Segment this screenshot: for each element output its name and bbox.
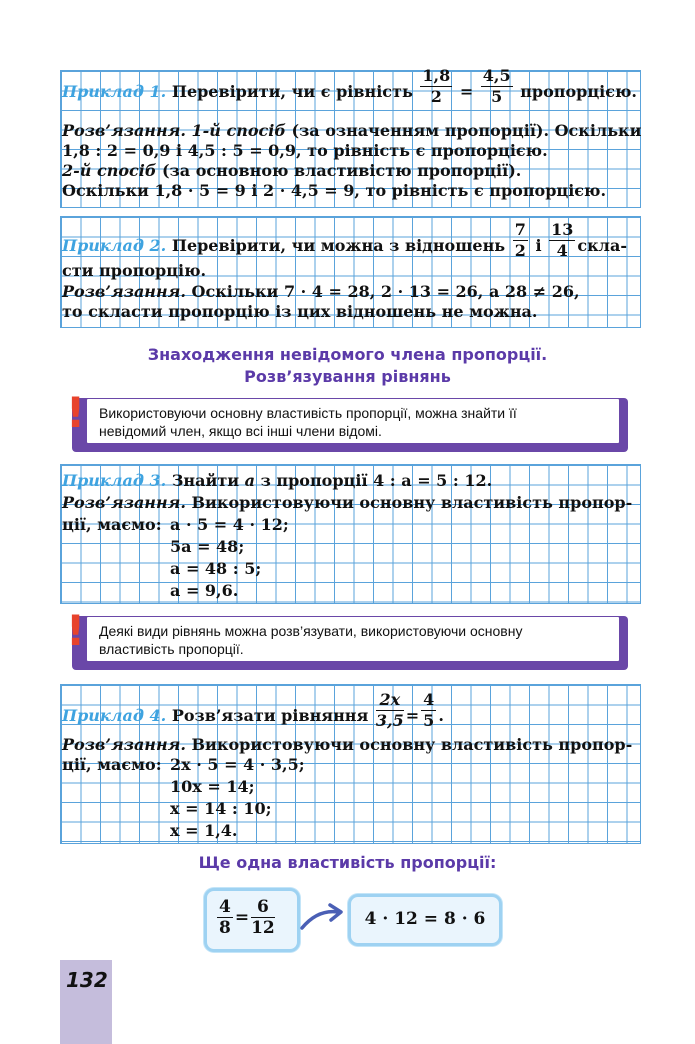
example1-task-post: пропорцією.	[520, 82, 637, 101]
example4-step: 2x · 5 = 4 · 3,5;	[170, 755, 305, 774]
example2	[62, 218, 637, 326]
note1-text	[86, 398, 620, 444]
variable-a: a	[244, 471, 256, 490]
example2-line3: Оскільки 7 · 4 = 28, 2 · 13 = 26, а 28 ≠ 26,	[185, 282, 580, 301]
property-heading: Ще одна властивість пропорції:	[198, 853, 497, 872]
fraction-numerator: 4,5	[482, 66, 511, 85]
note2-text	[86, 616, 620, 662]
note1	[66, 388, 628, 452]
page-number: 132	[66, 968, 108, 992]
note2	[66, 606, 628, 670]
example3-label: Приклад 3.	[62, 471, 167, 490]
exclamation-icon: !	[66, 388, 86, 437]
example4-step: x = 14 : 10;	[170, 799, 272, 818]
fraction-denominator: 5	[491, 87, 503, 106]
section-heading-line2: Розв’язування рівнянь	[244, 367, 451, 386]
fraction-numerator: 7	[514, 220, 526, 239]
example1-task-pre: Перевірити, чи є рівність	[171, 82, 413, 101]
fraction-denominator: 2	[514, 241, 526, 260]
example2-line2: сти пропорцію.	[62, 261, 207, 280]
example2-task-pre: Перевірити, чи можна з відношень	[171, 236, 506, 255]
example2-task-post: скла-	[577, 236, 627, 255]
example3	[62, 466, 637, 602]
arrow-right-icon	[298, 900, 346, 934]
property-fraction-2	[251, 897, 275, 938]
fraction-denominator: 4	[556, 241, 568, 260]
fraction-numerator: 4	[219, 897, 231, 917]
example1-label: Приклад 1.	[62, 82, 167, 101]
solution-label: Розв’язання.	[62, 282, 186, 301]
property-proportion-box	[204, 888, 300, 952]
equals-sign: =	[234, 907, 250, 928]
example1	[62, 66, 642, 206]
example4-line3-pre: ції, маємо:	[62, 755, 162, 774]
note1-line1: Використовуючи основну властивість пропорції, можна знайти її	[99, 405, 517, 421]
example3-task-post: з пропорції 4 : a = 5 : 12.	[255, 471, 493, 490]
example4-fraction-1	[376, 690, 404, 731]
fraction-denominator: 5	[423, 711, 435, 730]
example3-step: 5a = 48;	[170, 537, 245, 556]
note2-line1: Деякі види рівнянь можна розв’язувати, використовуючи основну	[99, 623, 523, 639]
and-word: і	[535, 236, 542, 255]
equals-sign: =	[405, 706, 420, 725]
example4-task-post: .	[438, 706, 444, 725]
example2-line4: то скласти пропорцію із цих відношень не можна.	[62, 302, 538, 321]
example1-line5: Оскільки 1,8 · 5 = 9 і 2 · 4,5 = 9, то рівність є пропорцією.	[62, 181, 607, 200]
solution-label: Розв’язання.	[62, 493, 186, 512]
solution-label: Розв’язання.	[62, 121, 186, 140]
example4-fraction-2	[421, 690, 436, 731]
example4-label: Приклад 4.	[62, 706, 167, 725]
example1-line2: (за означенням пропорції). Оскільки	[285, 121, 642, 140]
example4	[62, 686, 637, 842]
exclamation-icon: !	[66, 606, 86, 655]
example3-step: a · 5 = 4 · 12;	[170, 515, 289, 534]
example2-fraction-2	[549, 220, 575, 261]
example1-fraction-2	[481, 66, 513, 107]
example4-line2: Використовуючи основну властивість пропор-	[185, 735, 633, 754]
example1-line3: 1,8 : 2 = 0,9 і 4,5 : 5 = 0,9, то рівність є пропорцією.	[62, 141, 548, 160]
method-1-label: 1-й спосіб	[191, 121, 286, 140]
method-2-label: 2-й спосіб	[62, 161, 157, 180]
section-heading	[0, 344, 695, 388]
example3-task-pre: Знайти	[171, 471, 245, 490]
example4-step: 10x = 14;	[170, 777, 255, 796]
example1-line4: (за основною властивістю пропорції).	[156, 161, 522, 180]
fraction-denominator: 8	[219, 918, 231, 938]
equals-sign: =	[459, 82, 474, 101]
fraction-denominator: 12	[251, 918, 275, 938]
fraction-numerator: 13	[551, 220, 574, 239]
example1-fraction-1	[420, 66, 452, 107]
example3-line3-pre: ції, маємо:	[62, 515, 162, 534]
note2-line2: властивість пропорції.	[99, 641, 244, 657]
example4-task-pre: Розв’язати рівняння	[171, 706, 369, 725]
example2-fraction-1	[513, 220, 528, 261]
example2-label: Приклад 2.	[62, 236, 167, 255]
section-heading-line1: Знаходження невідомого члена пропорції.	[147, 345, 548, 364]
fraction-numerator: 1,8	[422, 66, 451, 85]
property-fraction-1	[217, 897, 233, 938]
example3-line2: Використовуючи основну властивість пропор-	[185, 493, 633, 512]
property-result: 4 · 12 = 8 · 6	[364, 909, 486, 929]
fraction-numerator: 4	[423, 690, 435, 709]
example4-step: x = 1,4.	[170, 821, 238, 840]
solution-label: Розв’язання.	[62, 735, 186, 754]
note1-line2: невідомий член, якщо всі інші члени відомі.	[99, 423, 382, 439]
fraction-denominator: 2	[430, 87, 442, 106]
example3-step: a = 9,6.	[170, 581, 239, 600]
property-product-box	[348, 894, 502, 946]
fraction-denominator: 3,5	[375, 711, 404, 730]
fraction-numerator: 2x	[376, 690, 404, 711]
fraction-numerator: 6	[251, 897, 275, 918]
example3-step: a = 48 : 5;	[170, 559, 262, 578]
